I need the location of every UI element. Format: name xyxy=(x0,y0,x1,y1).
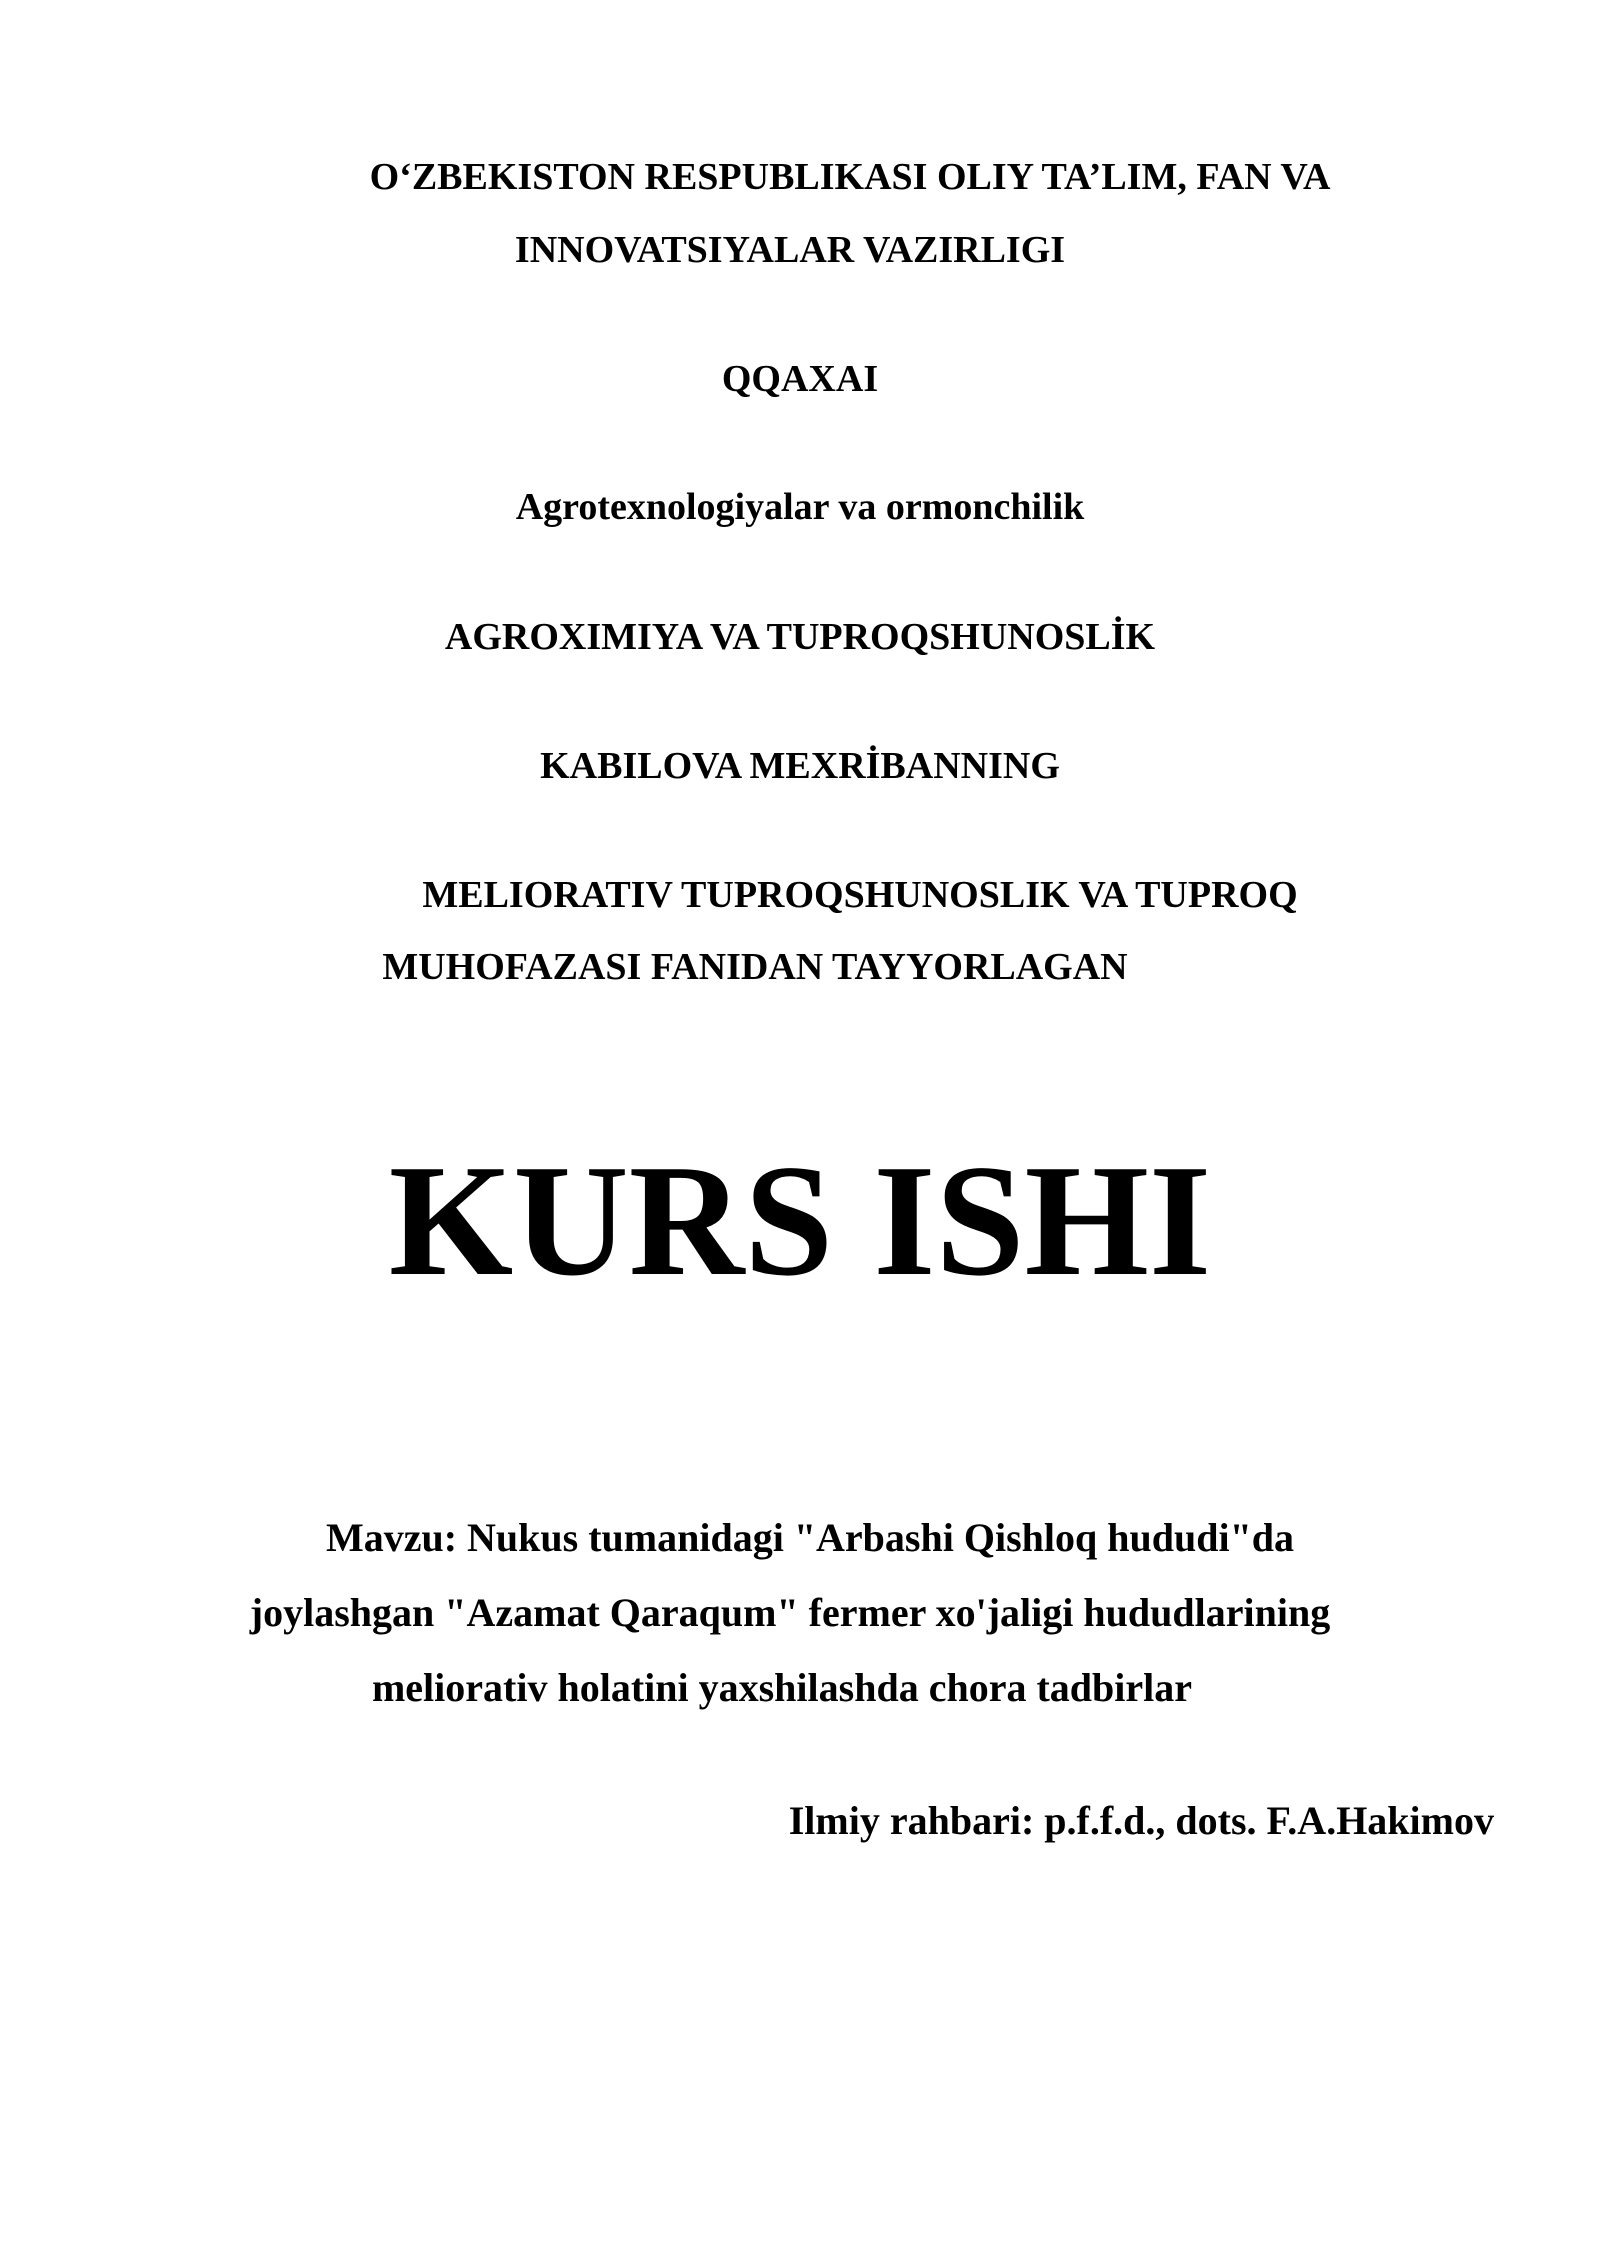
institute-name: QQAXAI xyxy=(721,358,879,400)
document-title: KURS ISHI xyxy=(388,1131,1212,1309)
ministry-name-line-2: INNOVATSIYALAR VAZIRLIGI xyxy=(514,229,1066,271)
topic-line-2: joylashgan "Azamat Qaraqum" fermer xo'jaligi hududlarining xyxy=(249,1590,1331,1635)
faculty-name: Agrotexnologiyalar va ormonchilik xyxy=(515,486,1085,528)
topic-line-1: Mavzu: Nukus tumanidagi "Arbashi Qishloq hududi"da xyxy=(325,1515,1295,1560)
topic-line-3: meliorativ holatini yaxshilashda chora tadbirlar xyxy=(371,1665,1193,1710)
subject-line-2: MUHOFAZASI FANIDAN TAYYORLAGAN xyxy=(382,946,1128,988)
student-name: KABILOVA MEXRİBANNING xyxy=(540,745,1060,787)
ministry-name-line-1: O‘ZBEKISTON RESPUBLIKASI OLIY TA’LIM, FAN VA xyxy=(369,156,1331,198)
department-name: AGROXIMIYA VA TUPROQSHUNOSLİK xyxy=(444,616,1156,658)
subject-line-1: MELIORATIV TUPROQSHUNOSLIK VA TUPROQ xyxy=(422,874,1298,916)
supervisor-line: Ilmiy rahbari: p.f.f.d., dots. F.A.Hakimov xyxy=(788,1798,1494,1843)
